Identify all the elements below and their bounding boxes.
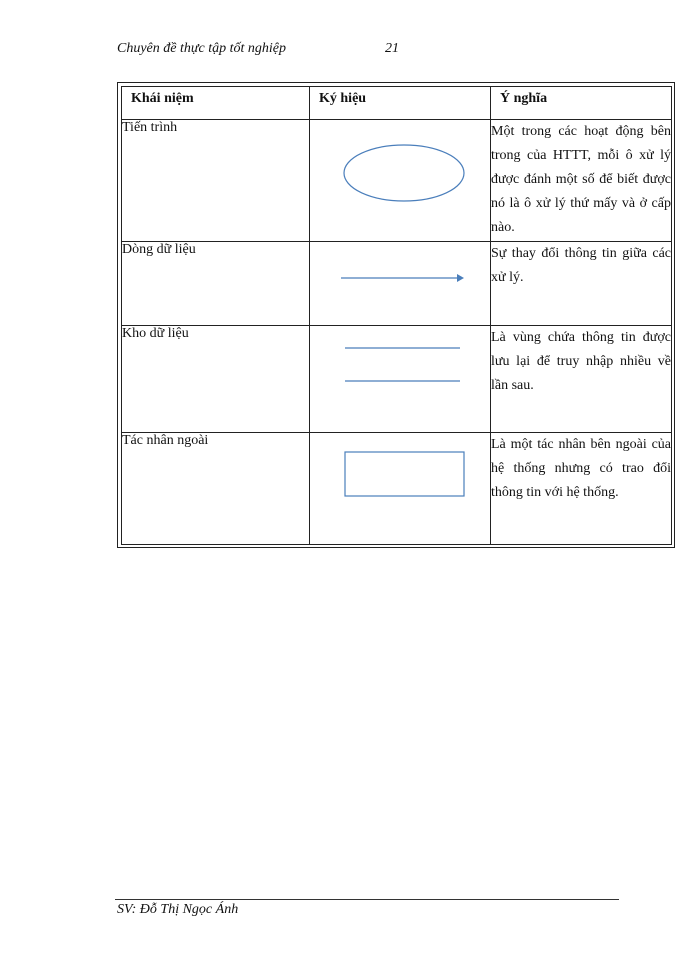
- table-row: [122, 326, 672, 433]
- symbol-cell: [310, 242, 491, 326]
- ellipse-icon: [343, 143, 467, 203]
- meaning-text: Là một tác nhân bên ngoài của hệ thống nhưng có trao đổi thông tin với hệ thống.: [491, 433, 672, 545]
- table-row: [122, 433, 672, 545]
- footer-author: SV: Đỗ Thị Ngọc Ánh: [117, 902, 239, 917]
- symbol-cell: [310, 120, 491, 242]
- symbol-cell: [310, 326, 491, 433]
- arrow-icon: [340, 271, 466, 285]
- rectangle-icon: [344, 451, 466, 499]
- concept-table-frame: [117, 82, 675, 548]
- page-number: 21: [385, 41, 399, 56]
- concept-name: Tiến trình: [122, 120, 310, 242]
- concept-name: Kho dữ liệu: [122, 326, 310, 433]
- table-row: [122, 242, 672, 326]
- concept-name: Dòng dữ liệu: [122, 242, 310, 326]
- concept-table: [121, 86, 672, 545]
- meaning-text: Là vùng chứa thông tin được lưu lại để truy nhập nhiều về lần sau.: [491, 326, 672, 433]
- table-row: [122, 120, 672, 242]
- symbol-cell: [310, 433, 491, 545]
- footer-divider: [115, 899, 619, 900]
- parallel-lines-icon: [344, 346, 462, 386]
- column-header-concept: Khái niệm: [122, 87, 310, 120]
- column-header-meaning: Ý nghĩa: [491, 87, 672, 120]
- meaning-text: Một trong các hoạt động bên trong của HTTT, mỗi ô xử lý được đánh một số để biết được nó là ô xử lý thứ mấy và ở cấp nào.: [491, 120, 672, 242]
- header-title: Chuyên đề thực tập tốt nghiệp: [117, 41, 286, 56]
- column-header-symbol: Ký hiệu: [310, 87, 491, 120]
- table-header-row: [122, 87, 672, 120]
- concept-name: Tác nhân ngoài: [122, 433, 310, 545]
- meaning-text: Sự thay đổi thông tin giữa các xử lý.: [491, 242, 672, 326]
